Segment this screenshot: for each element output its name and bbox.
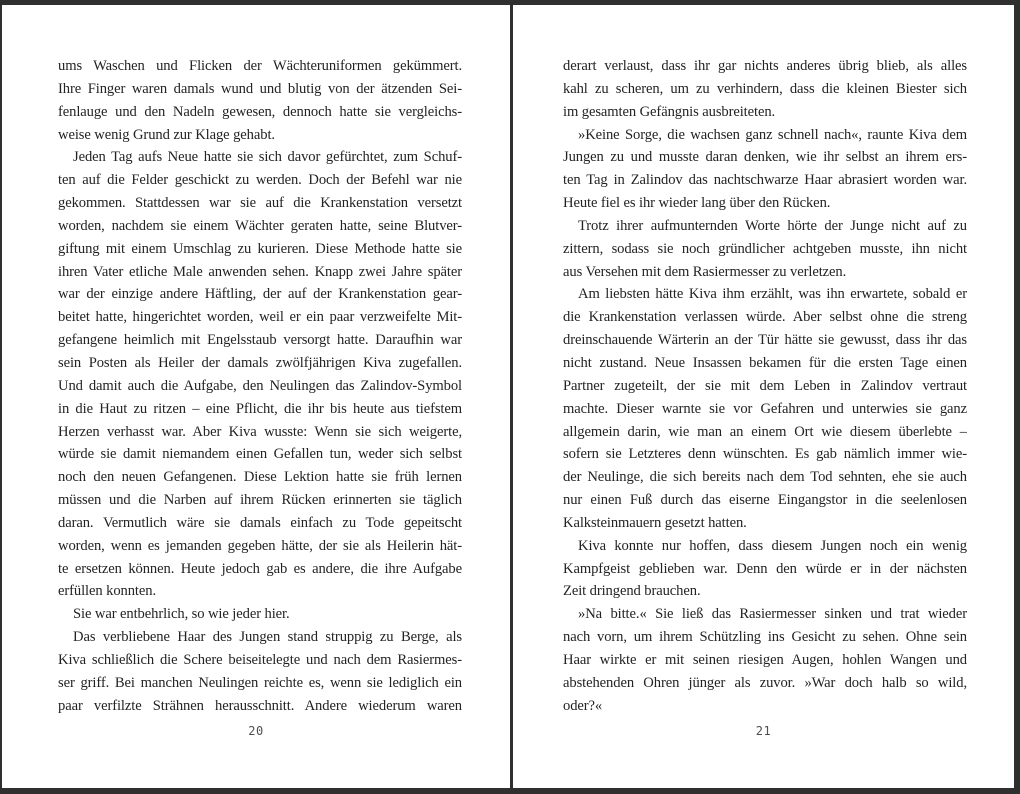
- text-line: nicht zustand. Neue Insassen bekamen für die ersten Tage einen: [563, 354, 967, 371]
- text-line: Am liebsten hätte Kiva ihm erzählt, was ihn erwartete, sobald er: [578, 286, 967, 303]
- text-line: weise wenig Grund zur Klage gehabt.: [58, 126, 275, 143]
- text-line: ten Tag in Zalindov das nachtschwarze Haar abrasiert worden war.: [563, 172, 967, 189]
- text-line: Herzen verhasst war. Aber Kiva wusste: Wenn sie sich weigerte,: [58, 423, 462, 440]
- text-line: würde sie damit niemandem einen Gefallen tun, weder sich selbst: [58, 446, 462, 463]
- text-line: die Krankenstation verlassen würde. Aber selbst ohne die streng: [563, 309, 967, 326]
- text-line: müssen und die Narben auf ihrem Rücken erinnerten sie täglich: [58, 492, 462, 509]
- text-line: daran. Vermutlich wäre sie damals einfach zu Tode gepeitscht: [58, 514, 462, 531]
- text-line: beitet hatte, hingerichtet worden, weil er ein paar verzweifelte Mit-: [58, 309, 462, 326]
- text-line: zittern, sodass sie noch gründlicher achtgeben musste, ihn nicht: [563, 240, 967, 257]
- text-line: im gesamten Gefängnis ausbreiteten.: [563, 103, 776, 120]
- text-line: fenlauge und den Nadeln gewesen, dennoch hatte sie vergleichs-: [58, 103, 462, 120]
- text-line: sofern sie Letzteres denn wünschten. Es gab nämlich immer wie-: [563, 446, 967, 463]
- text-line: worden, wenn es jemanden gegeben hätte, der sie als Heilerin hät-: [58, 537, 462, 554]
- page-frame-right: [1014, 0, 1020, 794]
- page-text: [563, 55, 967, 717]
- text-line: allgemein darin, wie man an einem Ort wie diesem überlebte –: [563, 423, 967, 440]
- text-line: gekommen. Stattdessen war sie auf die Krankenstation versetzt: [58, 195, 462, 212]
- page-right: [513, 5, 1014, 788]
- text-line: Haar wirkte er mit seinen riesigen Augen, hohlen Wangen und: [563, 651, 967, 668]
- text-line: giftung mit einem Umschlag zu kurieren. Diese Methode hatte sie: [58, 240, 462, 257]
- page-left: [2, 5, 510, 788]
- text-line: Das verbliebene Haar des Jungen stand struppig zu Berge, als: [73, 629, 462, 646]
- text-line: Und damit auch die Aufgabe, den Neulingen das Zalindov-Symbol: [58, 377, 462, 394]
- text-line: »Keine Sorge, die wachsen ganz schnell nach«, raunte Kiva dem: [578, 126, 967, 143]
- text-line: Kiva schließlich die Schere beiseitelegte und nach dem Rasiermes-: [58, 651, 462, 668]
- text-line: machte. Dieser warnte sie vor Gefahren und unterwies sie ganz: [563, 400, 967, 417]
- text-line: gefangene heimlich mit Engelsstaub versorgt hatte. Daraufhin war: [58, 332, 462, 349]
- text-line: kahl zu scheren, um zu verhindern, dass die kleinen Biester sich: [563, 80, 967, 97]
- text-line: der Neulinge, die sich bereits nach dem Tod sehnten, ehe sie auch: [563, 469, 967, 486]
- text-line: Kiva konnte nur hoffen, dass diesem Jungen noch ein wenig: [578, 537, 967, 554]
- text-line: ihren Vater etliche Male anwenden sehen. Knapp zwei Jahre später: [58, 263, 462, 280]
- text-line: Partner zugeteilt, der sie mit dem Leben in Zalindov vertraut: [563, 377, 967, 394]
- text-line: war der einzige andere Häftling, der auf der Krankenstation gear-: [58, 286, 462, 303]
- page-text: [58, 55, 462, 717]
- text-line: ums Waschen und Flicken der Wächteruniformen gekümmert.: [58, 58, 462, 74]
- text-line: Kampfgeist geblieben war. Denn den würde er in der nächsten: [563, 560, 967, 577]
- text-line: Zeit dringend brauchen.: [563, 583, 701, 600]
- text-line: ser griff. Bei manchen Neulingen reichte es, wenn sie lediglich ein: [58, 674, 462, 691]
- text-line: Sie war entbehrlich, so wie jeder hier.: [73, 606, 290, 623]
- page-number: 21: [755, 724, 772, 738]
- text-line: Kalksteinmauern gesetzt hatten.: [563, 514, 747, 531]
- text-line: nach vorn, um ihrem Schützling ins Gesicht zu sehen. Ohne sein: [563, 629, 967, 646]
- text-line: derart verlaust, dass ihr gar nichts anderes übrig blieb, als alles: [563, 58, 967, 74]
- text-line: paar verfilzte Strähnen herausschnitt. Andere wiederum waren: [58, 697, 462, 714]
- text-line: oder?«: [563, 697, 603, 714]
- text-line: nur einen Fuß durch das eiserne Eingangstor in die seelenlosen: [563, 492, 967, 509]
- text-line: erfüllen konnten.: [58, 583, 156, 600]
- text-line: Trotz ihrer aufmunternden Worte hörte der Junge nicht auf zu: [578, 217, 967, 234]
- text-line: abstehenden Ohren jünger als zuvor. »War doch halb so wild,: [563, 674, 967, 691]
- text-line: sein Posten als Heiler der damals zwölfjährigen Kiva zugefallen.: [58, 354, 462, 371]
- page-number: 20: [248, 724, 264, 738]
- text-line: noch den neuen Gefangenen. Diese Lektion hatte sie früh lernen: [58, 469, 462, 486]
- text-line: ten auf die Felder geschickt zu werden. Doch der Befehl war nie: [58, 172, 462, 189]
- text-line: te ersetzen können. Heute jedoch gab es andere, die ihre Aufgabe: [58, 560, 462, 577]
- text-line: Jeden Tag aufs Neue hatte sie sich davor gefürchtet, zum Schuf-: [73, 149, 462, 166]
- text-line: aus Versehen mit dem Rasiermesser zu verletzen.: [563, 263, 847, 280]
- text-line: worden, nachdem sie einem Wächter geraten hatte, seine Blutver-: [58, 217, 462, 234]
- text-line: Jungen zu und musste daran denken, wie ihr selbst an ihrem ers-: [563, 149, 967, 166]
- text-line: »Na bitte.« Sie ließ das Rasiermesser sinken und trat wieder: [578, 606, 967, 623]
- text-line: in die Haut zu ritzen – eine Pflicht, die ihr bis heute aus tiefstem: [58, 400, 462, 417]
- text-line: Ihre Finger waren damals wund und blutig von der ätzenden Sei-: [58, 80, 462, 97]
- text-line: dreinschauende Wärterin an der Tür hätte sie gewusst, dass ihr das: [563, 332, 967, 349]
- text-line: Heute fiel es ihr wieder lang über den Rücken.: [563, 195, 831, 212]
